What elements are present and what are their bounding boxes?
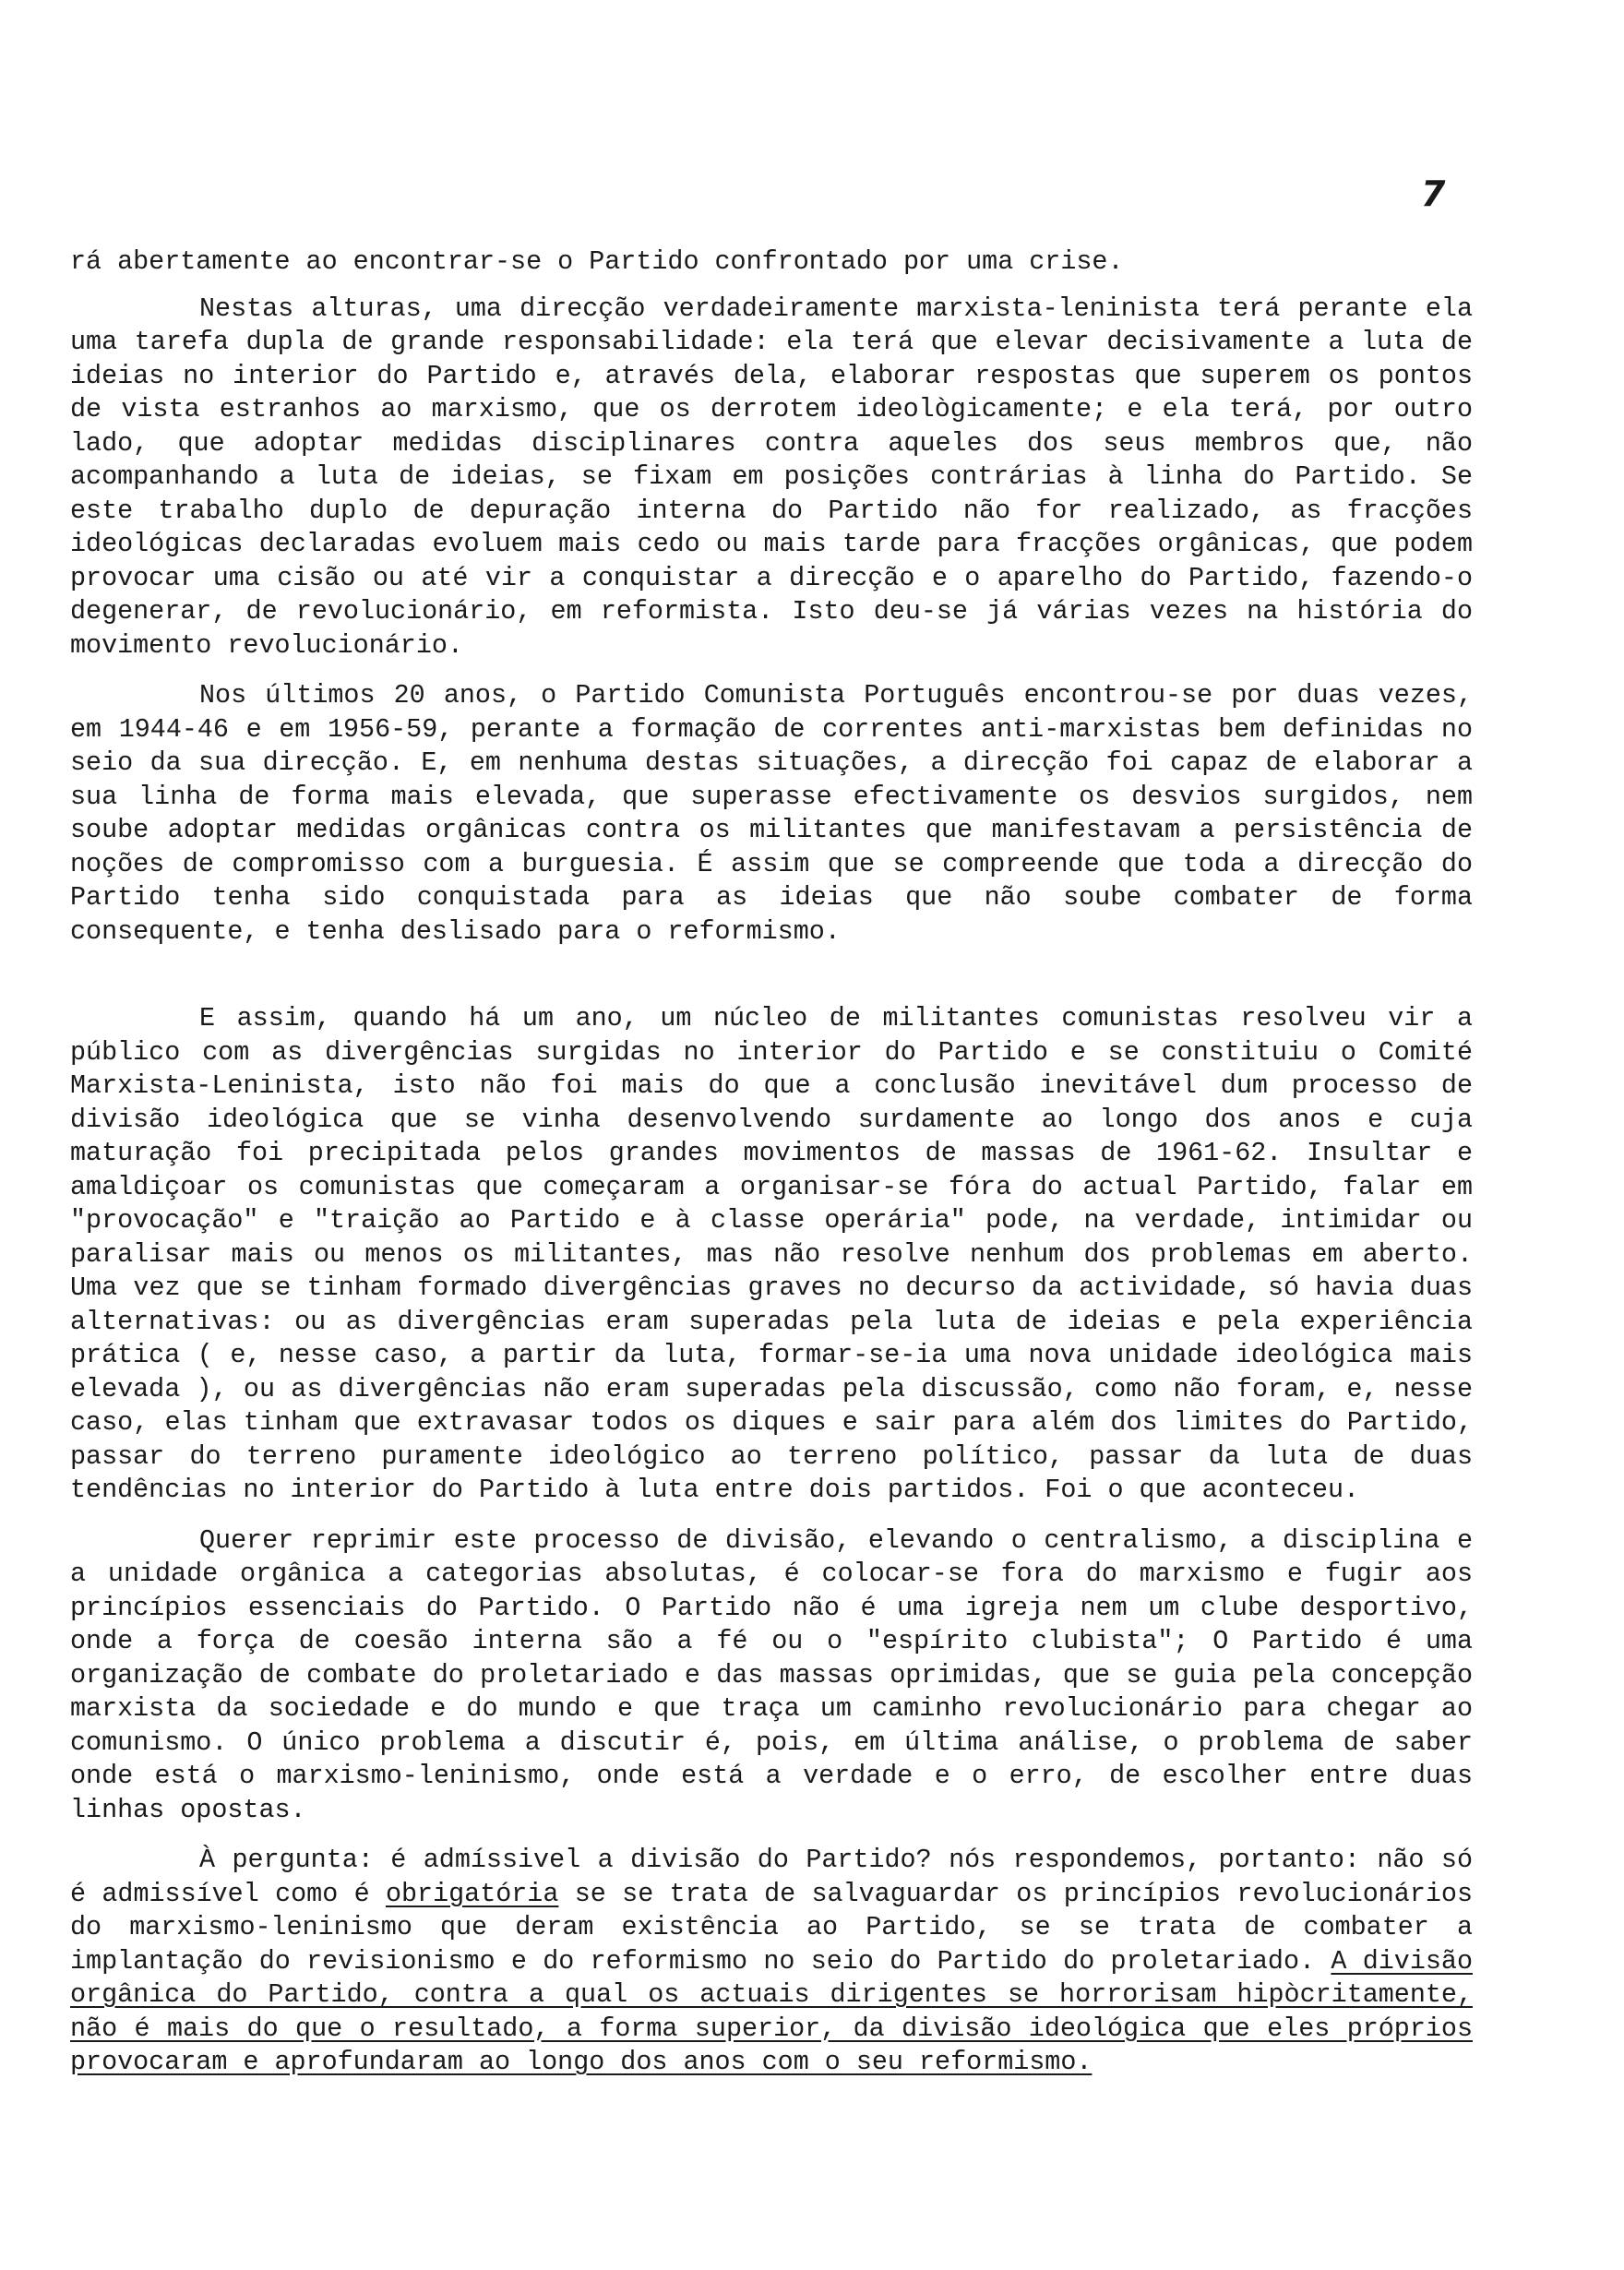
paragraph-continuation: rá abertamente ao encontrar-se o Partido confrontado por uma crise.: [70, 246, 1124, 277]
paragraph-5: [70, 1844, 1473, 2080]
paragraph-4: Querer reprimir este processo de divisão, elevando o centralismo, a disciplina e a unidade orgânica a categorias absolutas, é colocar-se fora do marxismo e fugir aos princípios essenciais do Partido. O Partido não é uma igreja nem um clube desportivo, onde a força de coesão interna são a fé ou o "espírito clubista"; O Partido é uma organização de combate do proletariado e das massas oprimidas, que se guia pela concepção marxista da sociedade e do mundo e que traça um caminho revolucionário para chegar ao comunismo. O único problema a discutir é, pois, em última análise, o problema de saber onde está o marxismo-leninismo, onde está a verdade e o erro, de escolher entre duas linhas opostas.: [70, 1524, 1473, 1825]
document-body: [70, 245, 1473, 2080]
paragraph-2: Nos últimos 20 anos, o Partido Comunista Português encontrou-se por duas vezes, em 1944-46 e em 1956-59, perante a formação de correntes anti-marxistas bem definidas no seio da sua direcção. E, em nenhuma destas situações, a direcção foi capaz de elaborar a sua linha de forma mais elevada, que superasse efectivamente os desvios surgidos, nem soube adoptar medidas orgânicas contra os militantes que manifestavam a persistência de noções de compromisso com a burguesia. É assim que se compreende que toda a direcção do Partido tenha sido conquistada para as ideias que não soube combater de forma consequente, e tenha deslisado para o reformismo.: [70, 680, 1473, 947]
underlined-word: obrigatória: [385, 1878, 559, 1909]
paragraph-3: E assim, quando há um ano, um núcleo de militantes comunistas resolveu vir a público com as divergências surgidas no interior do Partido e se constituiu o Comité Marxista-Leninista, isto não foi mais do que a conclusão inevitável dum processo de divisão ideológica que se vinha desenvolvendo surdamente ao longo dos anos e cuja maturação foi precipitada pelos grandes movimentos de massas de 1961-62. Insultar e amaldiçoar os comunistas que começaram a organisar-se fóra do actual Partido, falar em "provocação" e "traição ao Partido e à classe operária" pode, na verdade, intimidar ou paralisar mais ou menos os militantes, mas não resolve nenhum dos problemas em aberto. Uma vez que se tinham formado divergências graves no decurso da actividade, só havia duas alternativas: ou as divergências eram superadas pela luta de ideias e pela experiência prática ( e, nesse caso, a partir da luta, formar-se-ia uma nova unidade ideológica mais elevada ), ou as divergências não eram superadas pela discussão, como não foram, e, nesse caso, elas tinham que extravasar todos os diques e sair para além dos limites do Partido, passar do terreno puramente ideológico ao terreno político, passar da luta de duas tendências no interior do Partido à luta entre dois partidos. Foi o que aconteceu.: [70, 1003, 1473, 1505]
paragraph-1: Nestas alturas, uma direcção verdadeiramente marxista-leninista terá perante ela uma tarefa dupla de grande responsabilidade: ela terá que elevar decisivamente a luta de ideias no interior do Partido e, através dela, elaborar respostas que superem os pontos de vista estranhos ao marxismo, que os derrotem ideològicamente; e ela terá, por outro lado, que adoptar medidas disciplinares contra aqueles dos seus membros que, não acompanhando a luta de ideias, se fixam em posições contrárias à linha do Partido. Se este trabalho duplo de depuração interna do Partido não for realizado, as fracções ideológicas declaradas evoluem mais cedo ou mais tarde para fracções orgânicas, que podem provocar uma cisão ou até vir a conquistar a direcção e o aparelho do Partido, fazendo-o degenerar, de revolucionário, em reformista. Isto deu-se já várias vezes na história do movimento revolucionário.: [70, 293, 1473, 661]
underlined-sentence: A divisão orgânica do Partido, contra a qual os actuais dirigentes se horrorisam hipòcritamente, não é mais do que o resultado, a forma superior, da divisão ideológica que eles próprios provocaram e aprofundaram ao longo dos anos com o seu reformismo.: [70, 1945, 1473, 2077]
paragraph-5-part-1: À pergunta: é admíssivel a divisão do Partido? nós respondemos, portanto: não só é admissível como é: [70, 1845, 1473, 1909]
page-number: 7: [1421, 173, 1446, 214]
paragraph-5-part-2: se se trata de salvaguardar os princípios revolucionários do marxismo-leninismo que deram existência ao Partido, se se trata de combater a implantação do revisionismo e do reformismo no seio do Partido do proletariado.: [70, 1878, 1473, 1977]
